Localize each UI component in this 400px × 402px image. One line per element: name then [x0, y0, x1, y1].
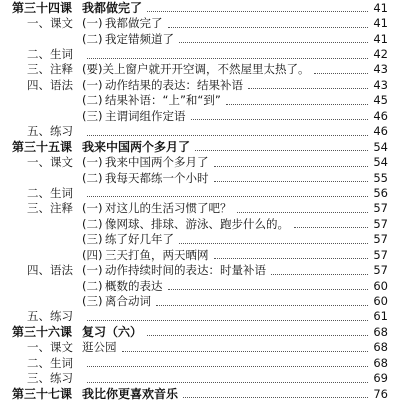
section-label: 一、课文 — [27, 155, 73, 170]
toc-entry — [0, 278, 400, 293]
entry-title: 概数的表达 — [105, 278, 163, 293]
entry-title: (要)关上窗户就开开空调，不然屋里太热了。 — [82, 62, 310, 77]
lesson-number: 第三十六课 — [12, 325, 73, 340]
page-number: 57 — [373, 247, 388, 262]
entry-marker: (一) — [82, 263, 103, 278]
dot-leader — [179, 42, 368, 43]
page-number: 54 — [373, 139, 388, 154]
dot-leader — [147, 335, 368, 336]
page-number: 46 — [373, 124, 388, 139]
lesson-number: 第三十五课 — [12, 140, 73, 155]
dot-leader — [87, 366, 368, 367]
toc-entry — [0, 309, 400, 324]
section-label: 五、练习 — [27, 309, 73, 324]
dot-leader — [87, 58, 368, 59]
entry-title: 动作持续时间的表达：时量补语 — [105, 263, 266, 278]
toc-entry — [0, 371, 400, 386]
dot-leader — [122, 351, 369, 352]
page-number: 60 — [373, 278, 388, 293]
page-number: 57 — [373, 216, 388, 231]
lesson-heading — [0, 324, 400, 339]
dot-leader — [156, 305, 368, 306]
dot-leader — [191, 119, 369, 120]
entry-marker: (一) — [82, 16, 103, 31]
toc-entry — [0, 170, 400, 185]
entry-title: 结果补语：“上”和“到” — [105, 93, 221, 108]
lesson-number: 第三十四课 — [12, 1, 73, 16]
dot-leader — [214, 166, 369, 167]
entry-marker: (四) — [82, 247, 103, 262]
section-label: 三、注释 — [27, 201, 73, 216]
toc-entry — [0, 355, 400, 370]
entry-title: 我来中国两个多月了 — [105, 155, 209, 170]
page-number: 43 — [373, 77, 388, 92]
page-number: 55 — [373, 170, 388, 185]
toc-entry — [0, 154, 400, 169]
dot-leader — [179, 243, 368, 244]
toc-entry — [0, 31, 400, 46]
dot-leader — [226, 104, 369, 105]
page-number: 60 — [373, 294, 388, 309]
dot-leader — [183, 397, 368, 398]
entry-title: 我定错频道了 — [105, 31, 174, 46]
entry-marker: (二) — [82, 170, 103, 185]
toc-entry — [0, 232, 400, 247]
page-number: 61 — [373, 309, 388, 324]
dot-leader — [168, 289, 369, 290]
dot-leader — [87, 196, 368, 197]
lesson-title: 我比你更喜欢音乐 — [82, 387, 179, 402]
dot-leader — [314, 73, 368, 74]
entry-marker: (三) — [82, 232, 103, 247]
toc-entry — [0, 77, 400, 92]
entry-marker: (二) — [82, 216, 103, 231]
toc-entry — [0, 93, 400, 108]
toc-entry — [0, 124, 400, 139]
toc-entry — [0, 62, 400, 77]
page-number: 68 — [373, 324, 388, 339]
section-label: 四、语法 — [27, 77, 73, 92]
dot-leader — [87, 320, 368, 321]
section-label: 一、课文 — [27, 340, 73, 355]
section-label: 四、语法 — [27, 263, 73, 278]
page-number: 41 — [373, 31, 388, 46]
toc-entry — [0, 185, 400, 200]
page-number: 57 — [373, 232, 388, 247]
toc-entry — [0, 247, 400, 262]
entry-title: 离合动词 — [105, 294, 151, 309]
entry-title: 主谓词组作定语 — [105, 108, 186, 123]
entry-marker: (二) — [82, 93, 103, 108]
dot-leader — [168, 27, 369, 28]
dot-leader — [87, 382, 368, 383]
dot-leader — [271, 274, 368, 275]
page-number: 42 — [373, 47, 388, 62]
toc-entry — [0, 46, 400, 61]
toc-entry — [0, 15, 400, 30]
lesson-title: 我来中国两个多月了 — [82, 140, 191, 155]
lesson-number: 第三十七课 — [12, 387, 73, 402]
section-label: 三、练习 — [27, 371, 73, 386]
dot-leader — [214, 181, 369, 182]
page-number: 56 — [373, 185, 388, 200]
entry-marker: (二) — [82, 31, 103, 46]
entry-marker: (一) — [82, 77, 103, 92]
page-number: 43 — [373, 62, 388, 77]
lesson-heading — [0, 139, 400, 154]
page-number: 68 — [373, 340, 388, 355]
lesson-title: 复习（六） — [82, 325, 143, 340]
section-label: 二、生词 — [27, 355, 73, 370]
entry-title: 动作结果的表达：结果补语 — [105, 77, 243, 92]
entry-marker: (三) — [82, 294, 103, 309]
page-number: 45 — [373, 93, 388, 108]
dot-leader — [237, 212, 369, 213]
section-label: 一、课文 — [27, 16, 73, 31]
lesson-heading — [0, 0, 400, 15]
entry-title: 我都做完了 — [105, 16, 163, 31]
toc-entry — [0, 293, 400, 308]
page-number: 68 — [373, 355, 388, 370]
toc-entry — [0, 340, 400, 355]
page-number: 54 — [373, 155, 388, 170]
entry-title: 逛公园 — [82, 340, 117, 355]
entry-marker: (二) — [82, 278, 103, 293]
dot-leader — [214, 258, 369, 259]
dot-leader — [294, 227, 368, 228]
toc-entry — [0, 201, 400, 216]
toc-entry — [0, 108, 400, 123]
entry-title: 三天打鱼，两天晒网 — [105, 247, 209, 262]
dot-leader — [87, 135, 368, 136]
section-label: 三、注释 — [27, 62, 73, 77]
section-label: 五、练习 — [27, 124, 73, 139]
page-number: 46 — [373, 108, 388, 123]
page-number: 41 — [373, 0, 388, 15]
page-number: 69 — [373, 371, 388, 386]
entry-title: 对这儿的生活习惯了吧？ — [105, 201, 232, 216]
entry-title: 练了好几年了 — [105, 232, 174, 247]
page-number: 57 — [373, 263, 388, 278]
entry-marker: (三) — [82, 108, 103, 123]
lesson-title: 我都做完了 — [82, 1, 143, 16]
entry-marker: (一) — [82, 201, 103, 216]
dot-leader — [248, 88, 368, 89]
section-label: 二、生词 — [27, 47, 73, 62]
dot-leader — [195, 150, 368, 151]
entry-title: 像网球、排球、游泳、跑步什么的。 — [105, 216, 289, 231]
page-number: 41 — [373, 16, 388, 31]
page-number: 57 — [373, 201, 388, 216]
section-label: 二、生词 — [27, 185, 73, 200]
entry-marker: (一) — [82, 155, 103, 170]
lesson-heading — [0, 386, 400, 401]
dot-leader — [147, 11, 368, 12]
toc-entry — [0, 262, 400, 277]
toc-entry — [0, 216, 400, 231]
page-number: 76 — [373, 386, 388, 401]
entry-title: 我每天都练一个小时 — [105, 170, 209, 185]
